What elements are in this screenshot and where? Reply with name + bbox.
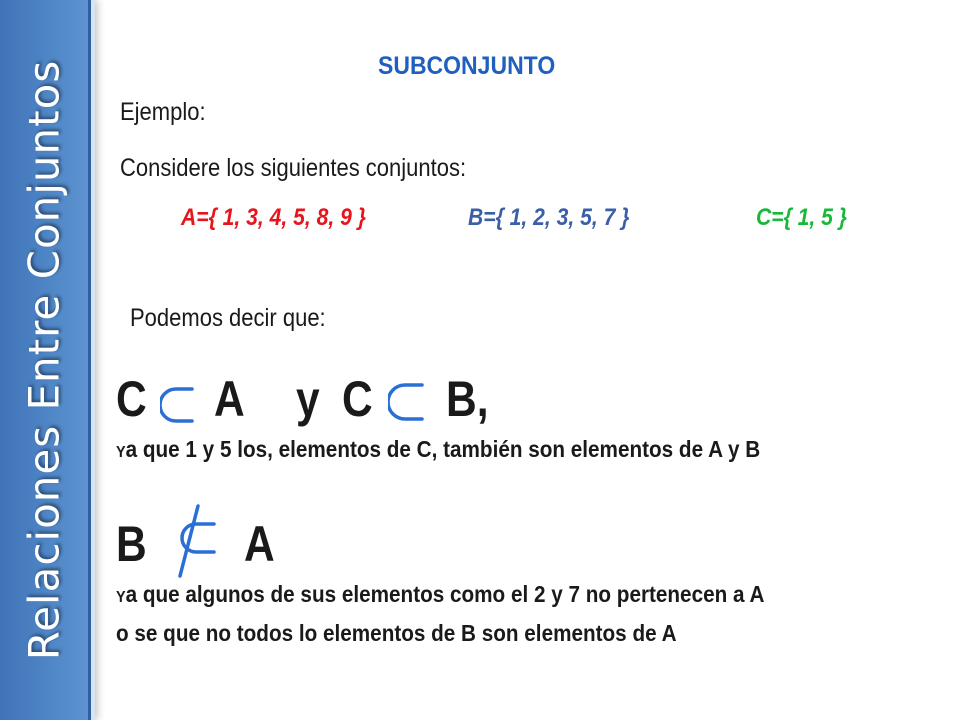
statement1-explanation bbox=[116, 436, 760, 463]
explanation-initial: Y bbox=[116, 444, 126, 461]
explanation-initial: Y bbox=[116, 589, 126, 606]
podemos-text: Podemos decir que: bbox=[130, 304, 326, 332]
statement2-b: B bbox=[116, 516, 147, 572]
statement1-a: A bbox=[214, 371, 245, 427]
statement1-y: y bbox=[296, 371, 320, 427]
explanation-text: a que algunos de sus elementos como el 2 y 7 no pertenecen a A bbox=[125, 581, 765, 607]
subset-icon bbox=[160, 384, 196, 426]
statement2-explanation-line1 bbox=[116, 581, 764, 608]
set-b: B={ 1, 2, 3, 5, 7 } bbox=[468, 204, 630, 231]
slide-heading: SUBCONJUNTO bbox=[378, 52, 556, 80]
sidebar-title: Relaciones Entre Conjuntos bbox=[19, 59, 69, 661]
statement1-c1: C bbox=[116, 371, 147, 427]
not-subset-icon bbox=[160, 500, 220, 582]
statement2-explanation-line2: o se que no todos lo elementos de B son elementos de A bbox=[116, 620, 677, 646]
statement1-b: B, bbox=[446, 371, 489, 427]
explanation-text: a que 1 y 5 los, elementos de C, también son elementos de A y B bbox=[125, 436, 761, 462]
set-c: C={ 1, 5 } bbox=[756, 204, 847, 231]
statement1-c2: C bbox=[342, 371, 373, 427]
statement2-a: A bbox=[244, 516, 275, 572]
subset-icon bbox=[388, 380, 426, 424]
set-a: A={ 1, 3, 4, 5, 8, 9 } bbox=[181, 204, 366, 231]
sidebar bbox=[0, 0, 91, 720]
example-label: Ejemplo: bbox=[120, 98, 206, 126]
consider-text: Considere los siguientes conjuntos: bbox=[120, 154, 467, 182]
